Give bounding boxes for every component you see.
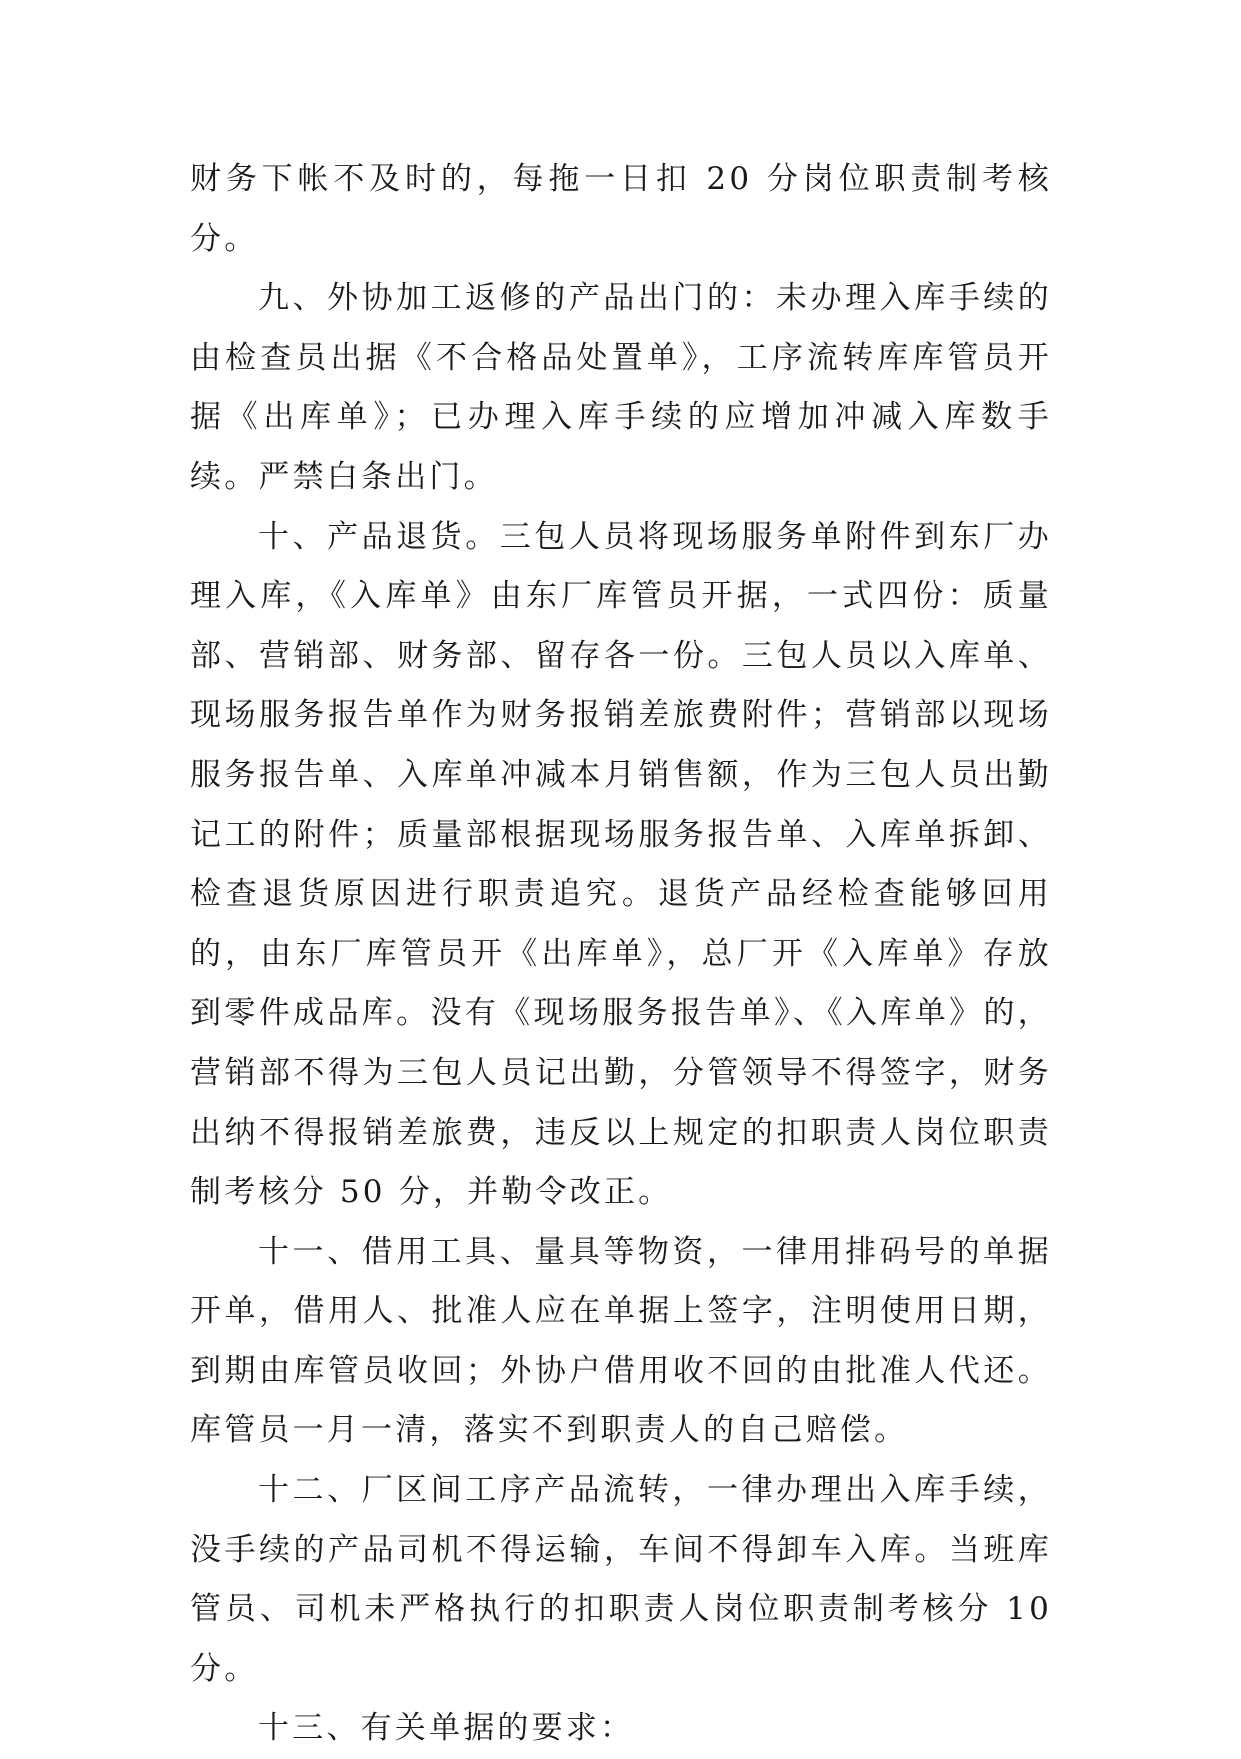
document-body	[190, 150, 1052, 1759]
paragraph-item-12: 十二、厂区间工序产品流转，一律办理出入库手续，没手续的产品司机不得运输，车间不得卸车入库。当班库管员、司机未严格执行的扣职责人岗位职责制考核分 10 分。	[190, 1472, 1052, 1687]
paragraph-continuation: 财务下帐不及时的，每拖一日扣 20 分岗位职责制考核分。	[190, 161, 1052, 257]
paragraph-item-9: 九、外协加工返修的产品出门的：未办理入库手续的由检查员出据《不合格品处置单》，工序流转库库管员开据《出库单》；已办理入库手续的应增加冲减入库数手续。严禁白条出门。	[190, 280, 1052, 495]
paragraph-item-11: 十一、借用工具、量具等物资，一律用排码号的单据开单，借用人、批准人应在单据上签字，注明使用日期，到期由库管员收回；外协户借用收不回的由批准人代还。库管员一月一清，落实不到职责人的自己赔偿。	[190, 1233, 1052, 1449]
paragraph-item-13: 十三、有关单据的要求：	[258, 1710, 635, 1747]
paragraph-item-10: 十、产品退货。三包人员将现场服务单附件到东厂办理入库，《入库单》由东厂库管员开据，一式四份：质量部、营销部、财务部、留存各一份。三包人员以入库单、现场服务报告单作为财务报销差旅费附件；营销部以现场服务报告单、入库单冲减本月销售额，作为三包人员出勤记工的附件；质量部根据现场服务报告单、入库单拆卸、检查退货原因进行职责追究。退货产品经检查能够回用的，由东厂库管员开《出库单》，总厂开《入库单》存放到零件成品库。没有《现场服务报告单》、《入库单》的，营销部不得为三包人员记出勤，分管领导不得签字，财务出纳不得报销差旅费，违反以上规定的扣职责人岗位职责制考核分 50 分，并勒令改正。	[190, 518, 1052, 1211]
